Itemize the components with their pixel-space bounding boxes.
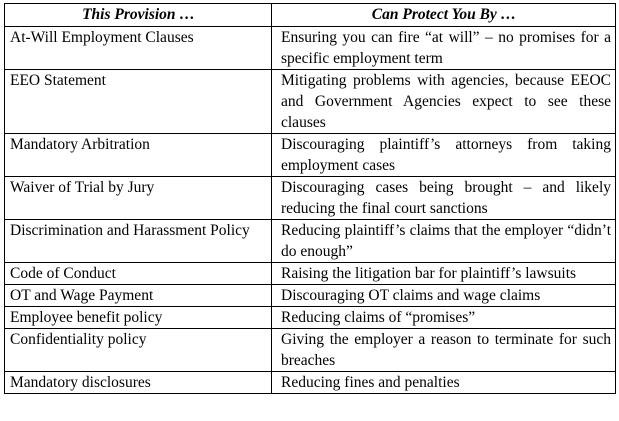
- document-page: [4, 3, 616, 394]
- provision-cell: Mandatory Arbitration: [5, 134, 272, 177]
- provision-cell: At-Will Employment Clauses: [5, 27, 272, 70]
- table-row: [5, 372, 616, 394]
- table-row: [5, 220, 616, 263]
- protection-cell: Giving the employer a reason to terminate for such breaches: [272, 329, 616, 372]
- protection-cell: Reducing plaintiff’s claims that the employer “didn’t do enough”: [272, 220, 616, 263]
- protection-cell: Raising the litigation bar for plaintiff’s lawsuits: [272, 263, 616, 285]
- provision-cell: OT and Wage Payment: [5, 285, 272, 307]
- provision-cell: Employee benefit policy: [5, 307, 272, 329]
- table-row: [5, 329, 616, 372]
- column-header-provision: This Provision …: [5, 4, 272, 27]
- provision-cell: EEO Statement: [5, 70, 272, 134]
- protection-cell: Mitigating problems with agencies, because EEOC and Government Agencies expect to see these clauses: [272, 70, 616, 134]
- table-row: [5, 307, 616, 329]
- table-row: [5, 134, 616, 177]
- provisions-table: [4, 3, 616, 394]
- provision-cell: Confidentiality policy: [5, 329, 272, 372]
- table-row: [5, 70, 616, 134]
- column-header-protection: Can Protect You By …: [272, 4, 616, 27]
- provision-cell: Code of Conduct: [5, 263, 272, 285]
- provision-cell: Discrimination and Harassment Policy: [5, 220, 272, 263]
- provision-cell: Mandatory disclosures: [5, 372, 272, 394]
- protection-cell: Reducing claims of “promises”: [272, 307, 616, 329]
- table-row: [5, 263, 616, 285]
- protection-cell: Discouraging plaintiff’s attorneys from taking employment cases: [272, 134, 616, 177]
- table-row: [5, 177, 616, 220]
- table-header-row: [5, 4, 616, 27]
- protection-cell: Reducing fines and penalties: [272, 372, 616, 394]
- protection-cell: Discouraging cases being brought – and likely reducing the final court sanctions: [272, 177, 616, 220]
- table-row: [5, 285, 616, 307]
- protection-cell: Discouraging OT claims and wage claims: [272, 285, 616, 307]
- table-row: [5, 27, 616, 70]
- protection-cell: Ensuring you can fire “at will” – no promises for a specific employment term: [272, 27, 616, 70]
- provision-cell: Waiver of Trial by Jury: [5, 177, 272, 220]
